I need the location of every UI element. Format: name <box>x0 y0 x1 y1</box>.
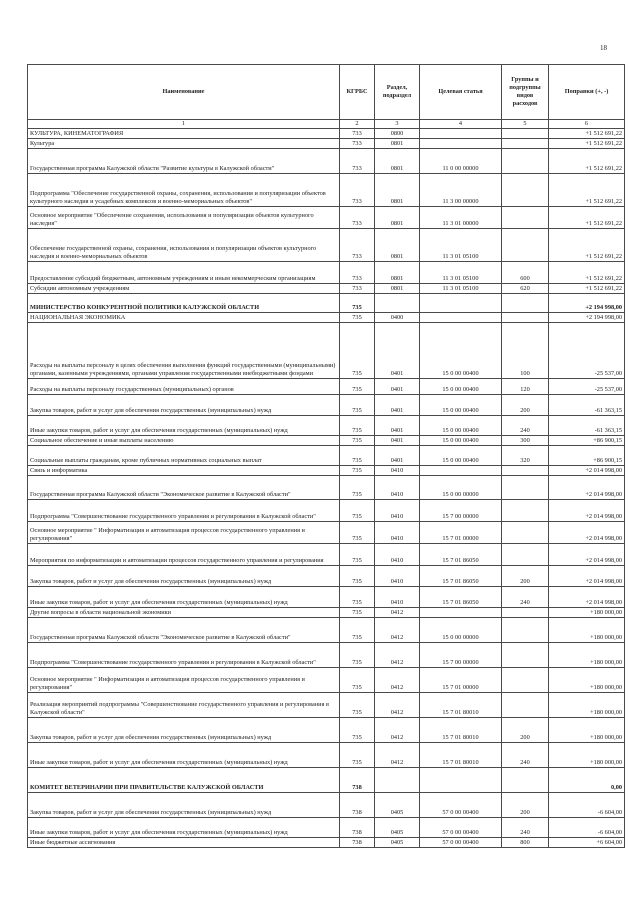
row-section-cell: 0405 <box>375 838 420 848</box>
row-target-cell: 15 7 01 00000 <box>420 522 502 544</box>
table-row <box>28 618 625 643</box>
table-row <box>28 743 625 768</box>
row-kgrbs-cell: 735 <box>340 618 375 643</box>
row-target-cell: 15 7 01 80010 <box>420 693 502 718</box>
row-amount-cell: +6 604,00 <box>549 838 625 848</box>
row-kgrbs-cell: 735 <box>340 743 375 768</box>
table-row <box>28 793 625 818</box>
row-target-cell: 15 7 01 86050 <box>420 566 502 587</box>
row-section-cell: 0801 <box>375 207 420 229</box>
row-kgrbs-cell: 733 <box>340 174 375 207</box>
row-target-cell <box>420 466 502 476</box>
row-amount-cell: +2 194 998,00 <box>549 313 625 323</box>
row-amount-cell: +1 512 691,22 <box>549 207 625 229</box>
row-target-cell: 15 0 00 00400 <box>420 379 502 395</box>
row-target-cell: 15 7 01 86050 <box>420 587 502 608</box>
table-row <box>28 313 625 323</box>
row-target-cell: 15 7 01 80010 <box>420 718 502 743</box>
row-section-cell: 0410 <box>375 500 420 522</box>
table-row <box>28 284 625 294</box>
table-row <box>28 446 625 466</box>
row-kgrbs-cell: 738 <box>340 838 375 848</box>
row-amount-cell: -25 537,00 <box>549 323 625 379</box>
table-row <box>28 466 625 476</box>
row-target-cell <box>420 294 502 313</box>
row-name-cell: Подпрограмма "Совершенствование государственного управления и регулирования в Калужской области" <box>28 500 340 522</box>
table-row <box>28 818 625 838</box>
table-row <box>28 587 625 608</box>
row-target-cell: 15 0 00 00400 <box>420 446 502 466</box>
row-group-cell <box>502 608 549 618</box>
row-name-cell: Закупка товаров, работ и услуг для обеспечения государственных (муниципальных) нужд <box>28 395 340 416</box>
row-name-cell: Другие вопросы в области национальной экономики <box>28 608 340 618</box>
row-section-cell: 0401 <box>375 379 420 395</box>
row-group-cell: 600 <box>502 262 549 284</box>
column-number: 3 <box>375 120 420 129</box>
row-name-cell: Закупка товаров, работ и услуг для обеспечения государственных (муниципальных) нужд <box>28 718 340 743</box>
row-section-cell: 0800 <box>375 129 420 139</box>
row-name-cell: Обеспечение государственной охраны, сохранения, использования и популяризации объектов культурного наследия и военно-мемориальных объектов <box>28 229 340 262</box>
row-name-cell: Иные бюджетные ассигнования <box>28 838 340 848</box>
row-kgrbs-cell: 735 <box>340 566 375 587</box>
table-row <box>28 718 625 743</box>
row-section-cell: 0401 <box>375 416 420 436</box>
row-amount-cell: +2 014 998,00 <box>549 466 625 476</box>
column-number-row <box>28 120 625 129</box>
row-kgrbs-cell: 735 <box>340 668 375 693</box>
row-section-cell: 0801 <box>375 229 420 262</box>
row-target-cell: 15 7 01 86050 <box>420 544 502 566</box>
row-section-cell: 0405 <box>375 793 420 818</box>
row-group-cell <box>502 466 549 476</box>
row-kgrbs-cell: 735 <box>340 313 375 323</box>
row-section-cell: 0412 <box>375 608 420 618</box>
row-amount-cell: +180 000,00 <box>549 718 625 743</box>
row-amount-cell: -61 363,15 <box>549 416 625 436</box>
table-row <box>28 323 625 379</box>
row-group-cell <box>502 643 549 668</box>
row-name-cell: Культура <box>28 139 340 149</box>
column-number: 1 <box>28 120 340 129</box>
row-kgrbs-cell: 735 <box>340 500 375 522</box>
row-amount-cell: -6 604,00 <box>549 818 625 838</box>
header-amendments: Поправки (+, -) <box>549 65 625 120</box>
row-amount-cell: +180 000,00 <box>549 668 625 693</box>
row-name-cell: Иные закупки товаров, работ и услуг для обеспечения государственных (муниципальных) нужд <box>28 743 340 768</box>
row-target-cell: 15 0 00 00400 <box>420 395 502 416</box>
row-target-cell <box>420 129 502 139</box>
row-kgrbs-cell: 733 <box>340 207 375 229</box>
row-section-cell: 0400 <box>375 313 420 323</box>
table-body <box>28 129 625 848</box>
row-kgrbs-cell: 733 <box>340 229 375 262</box>
row-target-cell: 15 7 00 00000 <box>420 643 502 668</box>
row-section-cell: 0801 <box>375 174 420 207</box>
row-target-cell: 11 3 01 05100 <box>420 229 502 262</box>
row-kgrbs-cell: 735 <box>340 544 375 566</box>
header-kgrbs: КГРБС <box>340 65 375 120</box>
row-group-cell <box>502 522 549 544</box>
table-row <box>28 416 625 436</box>
row-target-cell: 15 0 00 00000 <box>420 618 502 643</box>
row-name-cell: МИНИСТЕРСТВО КОНКУРЕНТНОЙ ПОЛИТИКИ КАЛУЖСКОЙ ОБЛАСТИ <box>28 294 340 313</box>
row-kgrbs-cell: 738 <box>340 793 375 818</box>
table-row <box>28 436 625 446</box>
table-row <box>28 668 625 693</box>
row-section-cell: 0401 <box>375 446 420 466</box>
row-group-cell <box>502 668 549 693</box>
table-row <box>28 566 625 587</box>
row-group-cell: 240 <box>502 743 549 768</box>
header-row <box>28 65 625 120</box>
row-kgrbs-cell: 733 <box>340 139 375 149</box>
row-section-cell: 0801 <box>375 262 420 284</box>
row-kgrbs-cell: 735 <box>340 476 375 500</box>
row-amount-cell: -25 537,00 <box>549 379 625 395</box>
row-amount-cell: +2 014 998,00 <box>549 476 625 500</box>
row-kgrbs-cell: 735 <box>340 587 375 608</box>
row-section-cell: 0412 <box>375 743 420 768</box>
row-group-cell: 200 <box>502 793 549 818</box>
row-group-cell: 100 <box>502 323 549 379</box>
table-row <box>28 476 625 500</box>
row-amount-cell: +1 512 691,22 <box>549 149 625 174</box>
row-target-cell: 15 0 00 00400 <box>420 416 502 436</box>
row-amount-cell: -6 604,00 <box>549 793 625 818</box>
row-group-cell: 620 <box>502 284 549 294</box>
row-group-cell <box>502 500 549 522</box>
row-target-cell <box>420 139 502 149</box>
table-row <box>28 768 625 793</box>
row-target-cell: 15 0 00 00400 <box>420 436 502 446</box>
row-target-cell <box>420 313 502 323</box>
row-target-cell: 15 7 01 00000 <box>420 668 502 693</box>
row-section-cell: 0410 <box>375 522 420 544</box>
row-name-cell: Основное мероприятие "Обеспечение сохранения, использования и популяризации объектов культурного наследия" <box>28 207 340 229</box>
row-group-cell <box>502 618 549 643</box>
row-group-cell: 800 <box>502 838 549 848</box>
row-kgrbs-cell: 735 <box>340 693 375 718</box>
row-group-cell <box>502 313 549 323</box>
row-amount-cell: -61 363,15 <box>549 395 625 416</box>
row-target-cell: 15 7 00 00000 <box>420 500 502 522</box>
row-group-cell: 240 <box>502 416 549 436</box>
row-name-cell: Социальное обеспечение и иные выплаты населению <box>28 436 340 446</box>
row-kgrbs-cell: 735 <box>340 323 375 379</box>
table-row <box>28 693 625 718</box>
header-name: Наименование <box>28 65 340 120</box>
table-row <box>28 294 625 313</box>
row-group-cell: 300 <box>502 436 549 446</box>
row-group-cell: 200 <box>502 718 549 743</box>
row-amount-cell: +86 900,15 <box>549 436 625 446</box>
row-name-cell: Социальные выплаты гражданам, кроме публичных нормативных социальных выплат <box>28 446 340 466</box>
row-name-cell: КОМИТЕТ ВЕТЕРИНАРИИ ПРИ ПРАВИТЕЛЬСТВЕ КАЛУЖСКОЙ ОБЛАСТИ <box>28 768 340 793</box>
row-group-cell <box>502 768 549 793</box>
row-amount-cell: +2 014 998,00 <box>549 566 625 587</box>
row-section-cell <box>375 294 420 313</box>
row-amount-cell: +180 000,00 <box>549 643 625 668</box>
budget-amendments-table <box>27 64 625 848</box>
row-target-cell <box>420 768 502 793</box>
row-name-cell: Основное мероприятие " Информатизация и автоматизация процессов государственного управления и регулирования" <box>28 522 340 544</box>
row-section-cell: 0410 <box>375 476 420 500</box>
row-name-cell: Расходы на выплаты персоналу в целях обеспечения выполнения функций государственными (муниципальными) органами, казенными учреждениями, органами управления государственными внебюджетными фондами <box>28 323 340 379</box>
row-section-cell: 0405 <box>375 818 420 838</box>
row-kgrbs-cell: 733 <box>340 284 375 294</box>
row-group-cell <box>502 139 549 149</box>
row-kgrbs-cell: 735 <box>340 416 375 436</box>
row-kgrbs-cell: 735 <box>340 436 375 446</box>
row-target-cell: 15 0 00 00000 <box>420 476 502 500</box>
row-section-cell: 0801 <box>375 284 420 294</box>
row-name-cell: Подпрограмма "Совершенствование государственного управления и регулирования в Калужской области" <box>28 643 340 668</box>
row-kgrbs-cell: 735 <box>340 466 375 476</box>
row-section-cell: 0412 <box>375 668 420 693</box>
page-number: 18 <box>600 44 607 52</box>
row-group-cell: 320 <box>502 446 549 466</box>
row-amount-cell: +180 000,00 <box>549 618 625 643</box>
row-group-cell <box>502 294 549 313</box>
row-kgrbs-cell: 735 <box>340 379 375 395</box>
row-group-cell <box>502 149 549 174</box>
row-name-cell: Закупка товаров, работ и услуг для обеспечения государственных (муниципальных) нужд <box>28 566 340 587</box>
table-row <box>28 500 625 522</box>
row-section-cell: 0412 <box>375 618 420 643</box>
row-name-cell: КУЛЬТУРА, КИНЕМАТОГРАФИЯ <box>28 129 340 139</box>
row-group-cell <box>502 129 549 139</box>
row-target-cell: 15 7 01 80010 <box>420 743 502 768</box>
row-section-cell: 0410 <box>375 544 420 566</box>
row-kgrbs-cell: 735 <box>340 294 375 313</box>
row-amount-cell: +180 000,00 <box>549 693 625 718</box>
row-section-cell: 0412 <box>375 643 420 668</box>
row-target-cell: 57 0 00 00400 <box>420 818 502 838</box>
row-group-cell <box>502 229 549 262</box>
row-amount-cell: +180 000,00 <box>549 608 625 618</box>
row-name-cell: Государственная программа Калужской области "Развитие культуры в Калужской области" <box>28 149 340 174</box>
table-row <box>28 522 625 544</box>
row-name-cell: Расходы на выплаты персоналу государственных (муниципальных) органов <box>28 379 340 395</box>
row-amount-cell: +86 900,15 <box>549 446 625 466</box>
row-section-cell: 0801 <box>375 149 420 174</box>
row-amount-cell: +1 512 691,22 <box>549 174 625 207</box>
row-name-cell: Иные закупки товаров, работ и услуг для обеспечения государственных (муниципальных) нужд <box>28 587 340 608</box>
table-row <box>28 395 625 416</box>
row-amount-cell: +2 014 998,00 <box>549 544 625 566</box>
header-target: Целевая статья <box>420 65 502 120</box>
row-target-cell: 11 0 00 00000 <box>420 149 502 174</box>
row-group-cell <box>502 544 549 566</box>
table-row <box>28 149 625 174</box>
table-row <box>28 608 625 618</box>
row-amount-cell: +2 014 998,00 <box>549 587 625 608</box>
column-number: 2 <box>340 120 375 129</box>
row-name-cell: Субсидии автономным учреждениям <box>28 284 340 294</box>
column-number: 6 <box>549 120 625 129</box>
row-kgrbs-cell: 735 <box>340 718 375 743</box>
table-row <box>28 643 625 668</box>
table-row <box>28 139 625 149</box>
row-kgrbs-cell: 738 <box>340 768 375 793</box>
row-amount-cell: +2 014 998,00 <box>549 500 625 522</box>
header-groups: Группы и подгруппы видов расходов <box>502 65 549 120</box>
row-group-cell: 200 <box>502 395 549 416</box>
row-amount-cell: +1 512 691,22 <box>549 139 625 149</box>
table-row <box>28 379 625 395</box>
row-group-cell: 200 <box>502 566 549 587</box>
row-name-cell: Мероприятия по информатизации и автоматизации процессов государственного управления и регулирования <box>28 544 340 566</box>
row-name-cell: Государственная программа Калужской области "Экономическое развитие в Калужской области" <box>28 618 340 643</box>
row-section-cell: 0401 <box>375 436 420 446</box>
row-section-cell: 0410 <box>375 587 420 608</box>
row-group-cell <box>502 693 549 718</box>
row-kgrbs-cell: 735 <box>340 395 375 416</box>
row-section-cell: 0410 <box>375 466 420 476</box>
row-group-cell: 240 <box>502 587 549 608</box>
row-name-cell: Иные закупки товаров, работ и услуг для обеспечения государственных (муниципальных) нужд <box>28 818 340 838</box>
row-kgrbs-cell: 733 <box>340 262 375 284</box>
row-name-cell: Связь и информатика <box>28 466 340 476</box>
row-group-cell: 240 <box>502 818 549 838</box>
row-kgrbs-cell: 733 <box>340 149 375 174</box>
row-kgrbs-cell: 738 <box>340 818 375 838</box>
row-amount-cell: +2 014 998,00 <box>549 522 625 544</box>
table-row <box>28 129 625 139</box>
row-name-cell: Реализация мероприятий подпрограммы "Совершенствование государственного управления и регулирования в Калужской области" <box>28 693 340 718</box>
row-group-cell <box>502 476 549 500</box>
column-number: 5 <box>502 120 549 129</box>
row-amount-cell: 0,00 <box>549 768 625 793</box>
table-row <box>28 229 625 262</box>
row-name-cell: Иные закупки товаров, работ и услуг для обеспечения государственных (муниципальных) нужд <box>28 416 340 436</box>
row-kgrbs-cell: 735 <box>340 522 375 544</box>
row-name-cell: Предоставление субсидий бюджетным, автономным учреждениям и иным некоммерческим организациям <box>28 262 340 284</box>
header-section: Раздел, подраздел <box>375 65 420 120</box>
row-group-cell <box>502 207 549 229</box>
table-row <box>28 544 625 566</box>
row-target-cell: 15 0 00 00400 <box>420 323 502 379</box>
row-section-cell: 0412 <box>375 718 420 743</box>
row-section-cell: 0801 <box>375 139 420 149</box>
row-section-cell: 0401 <box>375 395 420 416</box>
row-kgrbs-cell: 735 <box>340 608 375 618</box>
row-target-cell: 11 3 01 05100 <box>420 284 502 294</box>
row-name-cell: Подпрограмма "Обеспечение государственной охраны, сохранения, использования и популяризации объектов культурного наследия и усадебных комплексов и военно-мемориальных объектов" <box>28 174 340 207</box>
row-section-cell: 0401 <box>375 323 420 379</box>
row-section-cell: 0410 <box>375 566 420 587</box>
row-target-cell: 57 0 00 00400 <box>420 838 502 848</box>
row-target-cell: 11 3 00 00000 <box>420 174 502 207</box>
row-name-cell: НАЦИОНАЛЬНАЯ ЭКОНОМИКА <box>28 313 340 323</box>
row-section-cell: 0412 <box>375 693 420 718</box>
row-kgrbs-cell: 733 <box>340 129 375 139</box>
table-row <box>28 262 625 284</box>
column-number: 4 <box>420 120 502 129</box>
row-section-cell <box>375 768 420 793</box>
row-amount-cell: +1 512 691,22 <box>549 262 625 284</box>
row-name-cell: Основное мероприятие " Информатизация и автоматизация процессов государственного управления и регулирования" <box>28 668 340 693</box>
row-target-cell: 11 3 01 05100 <box>420 262 502 284</box>
table-row <box>28 174 625 207</box>
row-kgrbs-cell: 735 <box>340 446 375 466</box>
row-amount-cell: +2 194 998,00 <box>549 294 625 313</box>
row-target-cell: 57 0 00 00400 <box>420 793 502 818</box>
row-kgrbs-cell: 735 <box>340 643 375 668</box>
row-target-cell <box>420 608 502 618</box>
row-amount-cell: +1 512 691,22 <box>549 229 625 262</box>
row-amount-cell: +1 512 691,22 <box>549 129 625 139</box>
row-name-cell: Государственная программа Калужской области "Экономическое развитие в Калужской области" <box>28 476 340 500</box>
table-row <box>28 838 625 848</box>
row-amount-cell: +1 512 691,22 <box>549 284 625 294</box>
row-target-cell: 11 3 01 00000 <box>420 207 502 229</box>
row-name-cell: Закупка товаров, работ и услуг для обеспечения государственных (муниципальных) нужд <box>28 793 340 818</box>
row-group-cell: 120 <box>502 379 549 395</box>
table-row <box>28 207 625 229</box>
row-group-cell <box>502 174 549 207</box>
row-amount-cell: +180 000,00 <box>549 743 625 768</box>
